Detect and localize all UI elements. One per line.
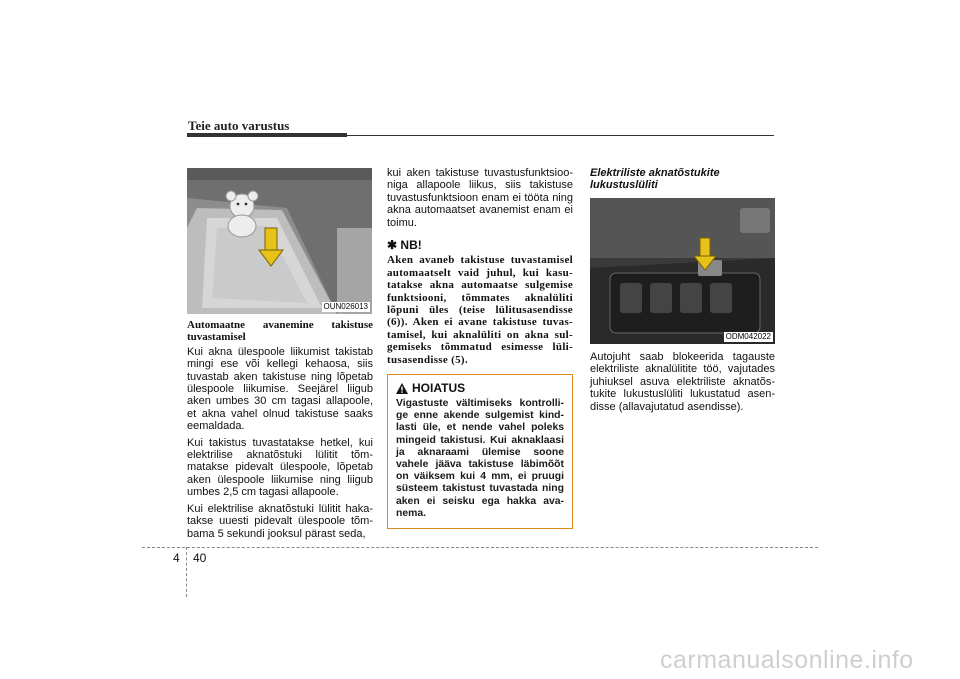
- header-rule-thin: [347, 135, 774, 136]
- paragraph: Kui elektrilise aknatõstuki lülitit haka-takse uuesti pidevalt ülespoole tõm-bama 5 sekundi jooksul pärast seda,: [187, 502, 373, 540]
- footer-vertical-divider: [186, 547, 187, 597]
- column-3-paragraph: Autojuht saab blokeerida tagauste elektriliste aknalülitite töö, vajutades juhiuksel asuva elektriliste aknatõs-tukite lukustuslüliti lukustatud asen-disse (allavajutatud asendisse).: [590, 351, 775, 413]
- door-switch-illustration: [590, 198, 775, 344]
- warning-box: [387, 374, 573, 529]
- window-illustration: [187, 168, 372, 314]
- nb-title: NB!: [400, 238, 422, 253]
- chapter-number: 4: [173, 551, 180, 565]
- paragraph: Kui akna ülespoole liikumist takistab mingi ese või kellegi kehaosa, siis tuvastab aken takistuse ning lõpetab ülespoole liikumise. Seejärel liigub aken umbes 30 cm tagasi allapoole, et akna vahel olnud takistuse saaks eemaldada.: [187, 345, 373, 433]
- warning-text: Vigastuste vältimiseks kontrolli-ge enne akende sulgemist kind-lasti üle, et nende vahel poleks mingeid takistusi. Kui aknaklaasi ja aknaraami ülemise soone vahele jääva takistuse läbimõõt on väiksem kui 4 mm, ei pruugi süsteem takistust tuvastada ning aken ei seisku ega hakka ava-nema.: [396, 398, 564, 519]
- watermark: carmanualsonline.info: [660, 646, 914, 674]
- warning-title-row: [396, 381, 564, 395]
- photo-code-label: OUN026013: [323, 302, 368, 311]
- warning-title: HOIATUS: [412, 381, 466, 395]
- asterisk-icon: ✱: [387, 238, 398, 253]
- footer-divider: [142, 547, 818, 548]
- nb-title-row: [387, 239, 573, 251]
- nb-note: [387, 239, 573, 366]
- page-header-title: Teie auto varustus: [188, 118, 290, 133]
- window-photo: [187, 168, 372, 314]
- nb-text: Aken avaneb takistuse tuvastamisel automaatselt vaid juhul, kui kasu-tatakse akna automaatse sulgemise funktsiooni, tõmmates aknalüliti lõpuni üles (teise lülitusasendisse (6)). Aken ei avane takistuse tuvas-tamisel, kui aknalüliti on akna sul-gemiseks tõmmatud esimesse lüli-tusasendisse (5).: [387, 254, 573, 366]
- photo-code-label: ODM042022: [725, 332, 771, 341]
- column-2: [387, 167, 573, 366]
- lock-switch-photo: [590, 198, 775, 344]
- paragraph-continuation: kui aken takistuse tuvastusfunktsioo-niga allapoole liikus, siis takistuse tuvastusfunktsioon enam ei tööta ning akna automaatset avanemist enam ei toimu.: [387, 167, 573, 229]
- paragraph: Kui takistus tuvastatakse hetkel, kui elektrilise aknatõstuki lülitit tõm-matakse pidevalt ülespoole, lõpetab aken ülespoole liikumise ning liigub umbes 2,5 cm tagasi allapoole.: [187, 436, 373, 499]
- warning-triangle-icon: [396, 383, 408, 394]
- page-number: 40: [193, 551, 207, 565]
- section-heading-lock-switch: Elektriliste aknatõstukite lukustuslüliti: [590, 167, 720, 192]
- section-heading-auto-reverse: Automaatne avanemine takistuse tuvastamisel: [187, 319, 373, 344]
- column-1: [187, 319, 373, 544]
- header-rule-thick: [187, 133, 347, 137]
